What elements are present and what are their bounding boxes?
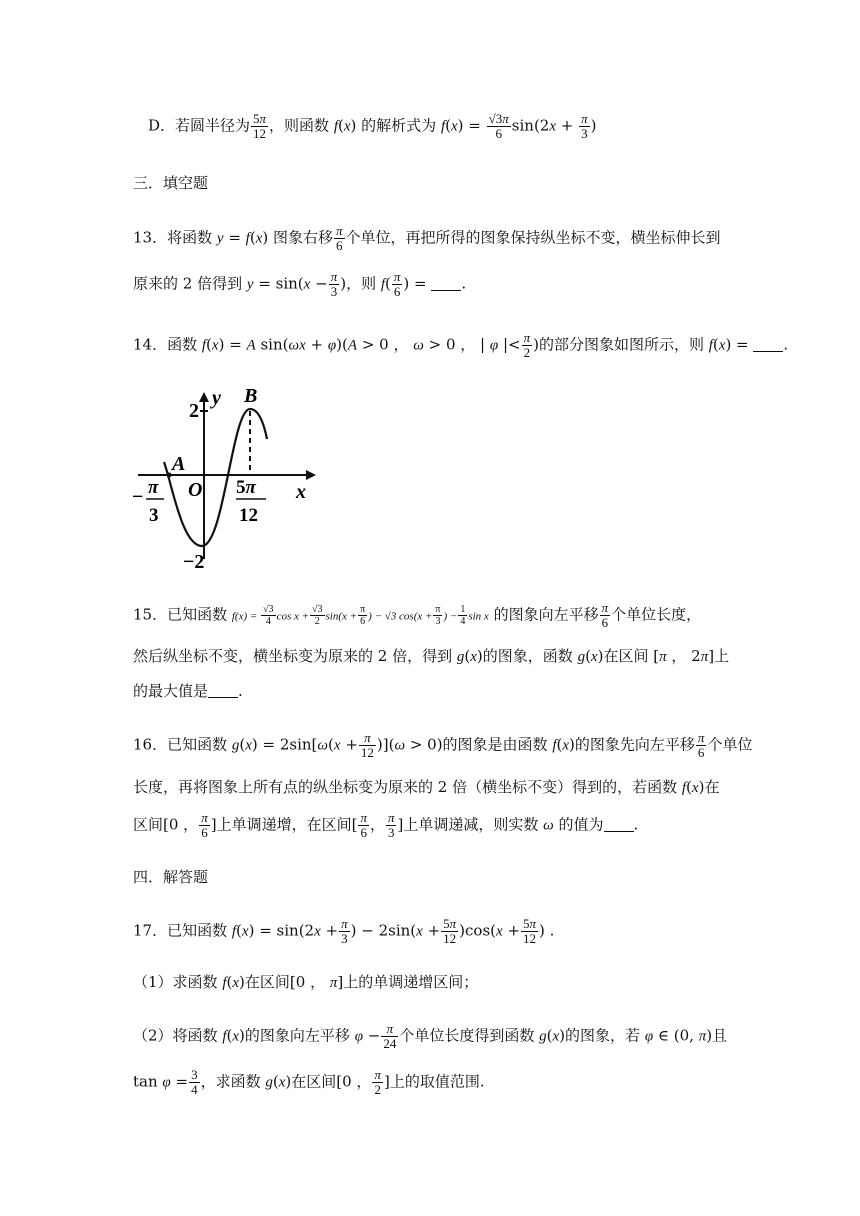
- q16-line2: 长度，再将图象上所有点的纵坐标变为原来的 2 倍（横坐标不变）得到的，若函数 f(x)在: [133, 778, 720, 796]
- q14-answer-blank: [753, 337, 783, 352]
- q14-line: 14．函数 f(x) = A sin(ωx + φ)(A > 0 ， ω > 0 ， | φ |< $\frac{\pi}{2}$ )的部分图象如图所示，则 f(x) = .: [133, 330, 789, 360]
- origin-label: O: [188, 479, 203, 501]
- q16-line3: 区间[0 ， $\frac{\pi}{6}$ ]上单调递增，在区间[ $\frac{\pi}{6}$ ， $\frac{\pi}{3}$ ]上单调递减，则实数 ω 的值为 .: [133, 810, 639, 840]
- q17-part2-line1: （2）将函数 f(x)的图象向左平移 φ − $\frac{\pi}{24}$ 个单位长度得到函数 g(x)的图象，若 φ ∈ (0, π)且: [133, 1021, 728, 1051]
- y-axis-label: y: [212, 387, 221, 409]
- q14-sine-graph: [128, 384, 328, 574]
- q16-answer-blank: [604, 817, 634, 832]
- svg-text:12: 12: [239, 505, 258, 526]
- q17-part2-line2: tan φ = $\frac{3}{4}$ ，求函数 g(x)在区间[0 ， $\frac{\pi}{2}$ ]上的取值范围.: [133, 1067, 485, 1097]
- option-d: D．若圆半径为 $\frac{5\pi}{12}$ ，则函数 f(x) 的解析式为 f(x) = $\frac{√3\pi}{6}$ sin(2x + $\frac{\pi}{3}$ ): [148, 111, 597, 141]
- y-tick-neg2-label: −2: [183, 551, 205, 573]
- q17-part1: （1）求函数 f(x)在区间[0 ， π]上的单调递增区间；: [133, 973, 479, 991]
- x-left-minus: −: [132, 486, 144, 508]
- y-tick-2-label: 2: [189, 400, 199, 422]
- section-fill-in-title: 三．填空题: [133, 174, 209, 192]
- svg-text:5π: 5π: [236, 477, 256, 498]
- q17-intro: 17．已知函数 f(x) = sin(2x + $\frac{\pi}{3}$ ) − 2sin(x + $\frac{5\pi}{12}$ )cos(x + $\frac{5\pi}{12}$ ) .: [133, 916, 555, 946]
- y-axis-arrow: [199, 392, 209, 402]
- q15-line3: 的最大值是 .: [133, 682, 243, 700]
- x-axis-label: x: [296, 481, 306, 503]
- point-a-label: A: [172, 453, 186, 475]
- q15-line2: 然后纵坐标不变，横坐标变为原来的 2 倍，得到 g(x)的图象，函数 g(x)在区间 [π ， 2π]上: [133, 647, 730, 665]
- q15-line1: 15．已知函数 f(x) = $\frac{√3}{4}$ cos x + $\frac{√3}{2}$ sin(x + $\frac{\pi}{6}$ ) − √3 cos(x + $\frac{\pi}{3}$ ) − $\frac{1}{4}$ sin x 的图象向左平移 $\frac{\pi}{6}$ 个单位长度，: [133, 600, 702, 630]
- q13-answer-blank: [431, 276, 461, 291]
- q13-line1: 13．将函数 y = f(x) 图象右移 $\frac{\pi}{6}$ 个单位，再把所得的图象保持纵坐标不变，横坐标伸长到: [133, 223, 721, 253]
- svg-text:π: π: [148, 477, 159, 498]
- q16-line1: 16．已知函数 g(x) = 2sin[ω(x + $\frac{\pi}{12}$ )](ω > 0)的图象是由函数 f(x)的图象先向左平移 $\frac{\pi}{6}$ 个单位: [133, 730, 753, 760]
- q15-answer-blank: [208, 683, 238, 698]
- point-a-marker: [167, 473, 172, 478]
- svg-text:3: 3: [149, 505, 159, 526]
- x-axis-arrow: [306, 470, 316, 480]
- point-b-label: B: [244, 385, 258, 407]
- q13-line2: 原来的 2 倍得到 y = sin(x − $\frac{\pi}{3}$ )，则 f( $\frac{\pi}{6}$ ) = .: [133, 269, 467, 299]
- section-answer-title: 四．解答题: [133, 868, 209, 886]
